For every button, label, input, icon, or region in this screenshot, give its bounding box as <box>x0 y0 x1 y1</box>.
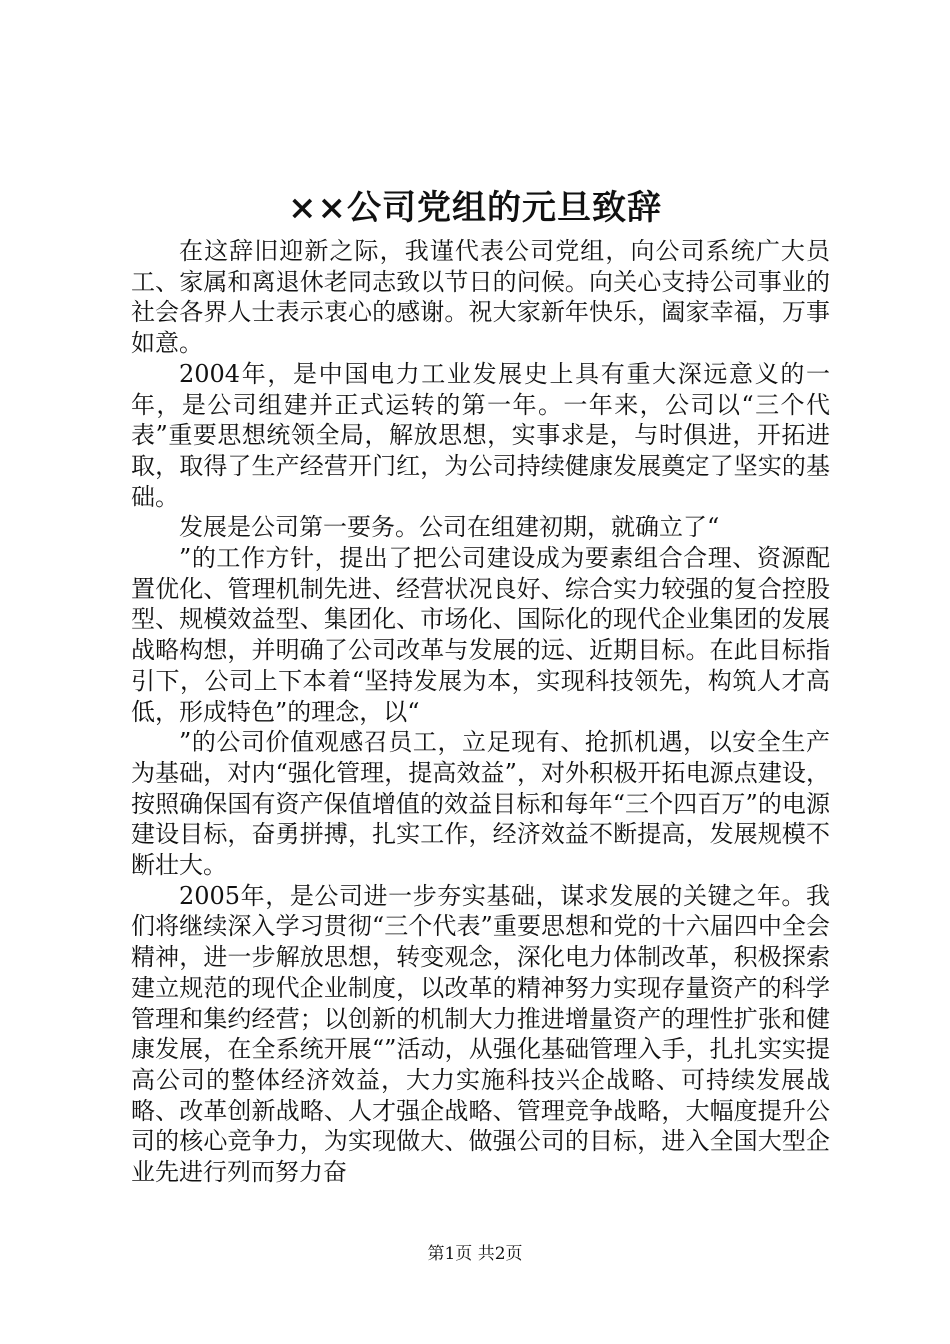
page-footer: 第1页 共2页 <box>427 1244 523 1264</box>
paragraph-company-values: ”的公司价值观感召员工，立足现有、抢抓机遇，以安全生产为基础，对内“强化管理，提高效益”，对外积极开拓电源点建设，按照确保国有资产保值增值的效益目标和每年“三个四百万”的电源建设目标，奋勇拼搏，扎实工作，经济效益不断提高，发展规模不断壮大。 <box>131 728 830 880</box>
paragraph-greeting: 在这辞旧迎新之际，我谨代表公司党组，向公司系统广大员工、家属和离退休老同志致以节日的问候。向关心支持公司事业的社会各界人士表示衷心的感谢。祝大家新年快乐，阖家幸福，万事如意。 <box>131 237 830 358</box>
document-title: ××公司党组的元旦致辞 <box>288 188 662 228</box>
paragraph-development-strategy: ”的工作方针，提出了把公司建设成为要素组合合理、资源配置优化、管理机制先进、经营状况良好、综合实力较强的复合控股型、规模效益型、集团化、市场化、国际化的现代企业集团的发展战略构想，并明确了公司改革与发展的远、近期目标。在此目标指引下，公司上下本着“坚持发展为本，实现科技领先，构筑人才高低，形成特色”的理念，以“ <box>131 544 830 726</box>
paragraph-2004-review: 2004年，是中国电力工业发展史上具有重大深远意义的一年，是公司组建并正式运转的第一年。一年来，公司以“三个代表”重要思想统领全局，解放思想，实事求是，与时俱进，开拓进取，取得了生产经营开门红，为公司持续健康发展奠定了坚实的基础。 <box>131 359 830 511</box>
paragraph-2005-outlook: 2005年，是公司进一步夯实基础，谋求发展的关键之年。我们将继续深入学习贯彻“三个代表”重要思想和党的十六届四中全会精神，进一步解放思想，转变观念，深化电力体制改革，积极探索建立规范的现代企业制度，以改革的精神努力实现存量资产的科学管理和集约经营；以创新的机制大力推进增量资产的理性扩张和健康发展，在全系统开展“”活动，从强化基础管理入手，扎扎实实提高公司的整体经济效益，大力实施科技兴企战略、可持续发展战略、改革创新战略、人才强企战略、管理竞争战略，大幅度提升公司的核心竞争力，为实现做大、做强公司的目标，进入全国大型企业先进行列而努力奋 <box>131 881 830 1187</box>
document-body <box>131 236 830 1188</box>
paragraph-development-intro: 发展是公司第一要务。公司在组建初期，就确立了“ <box>179 513 720 542</box>
